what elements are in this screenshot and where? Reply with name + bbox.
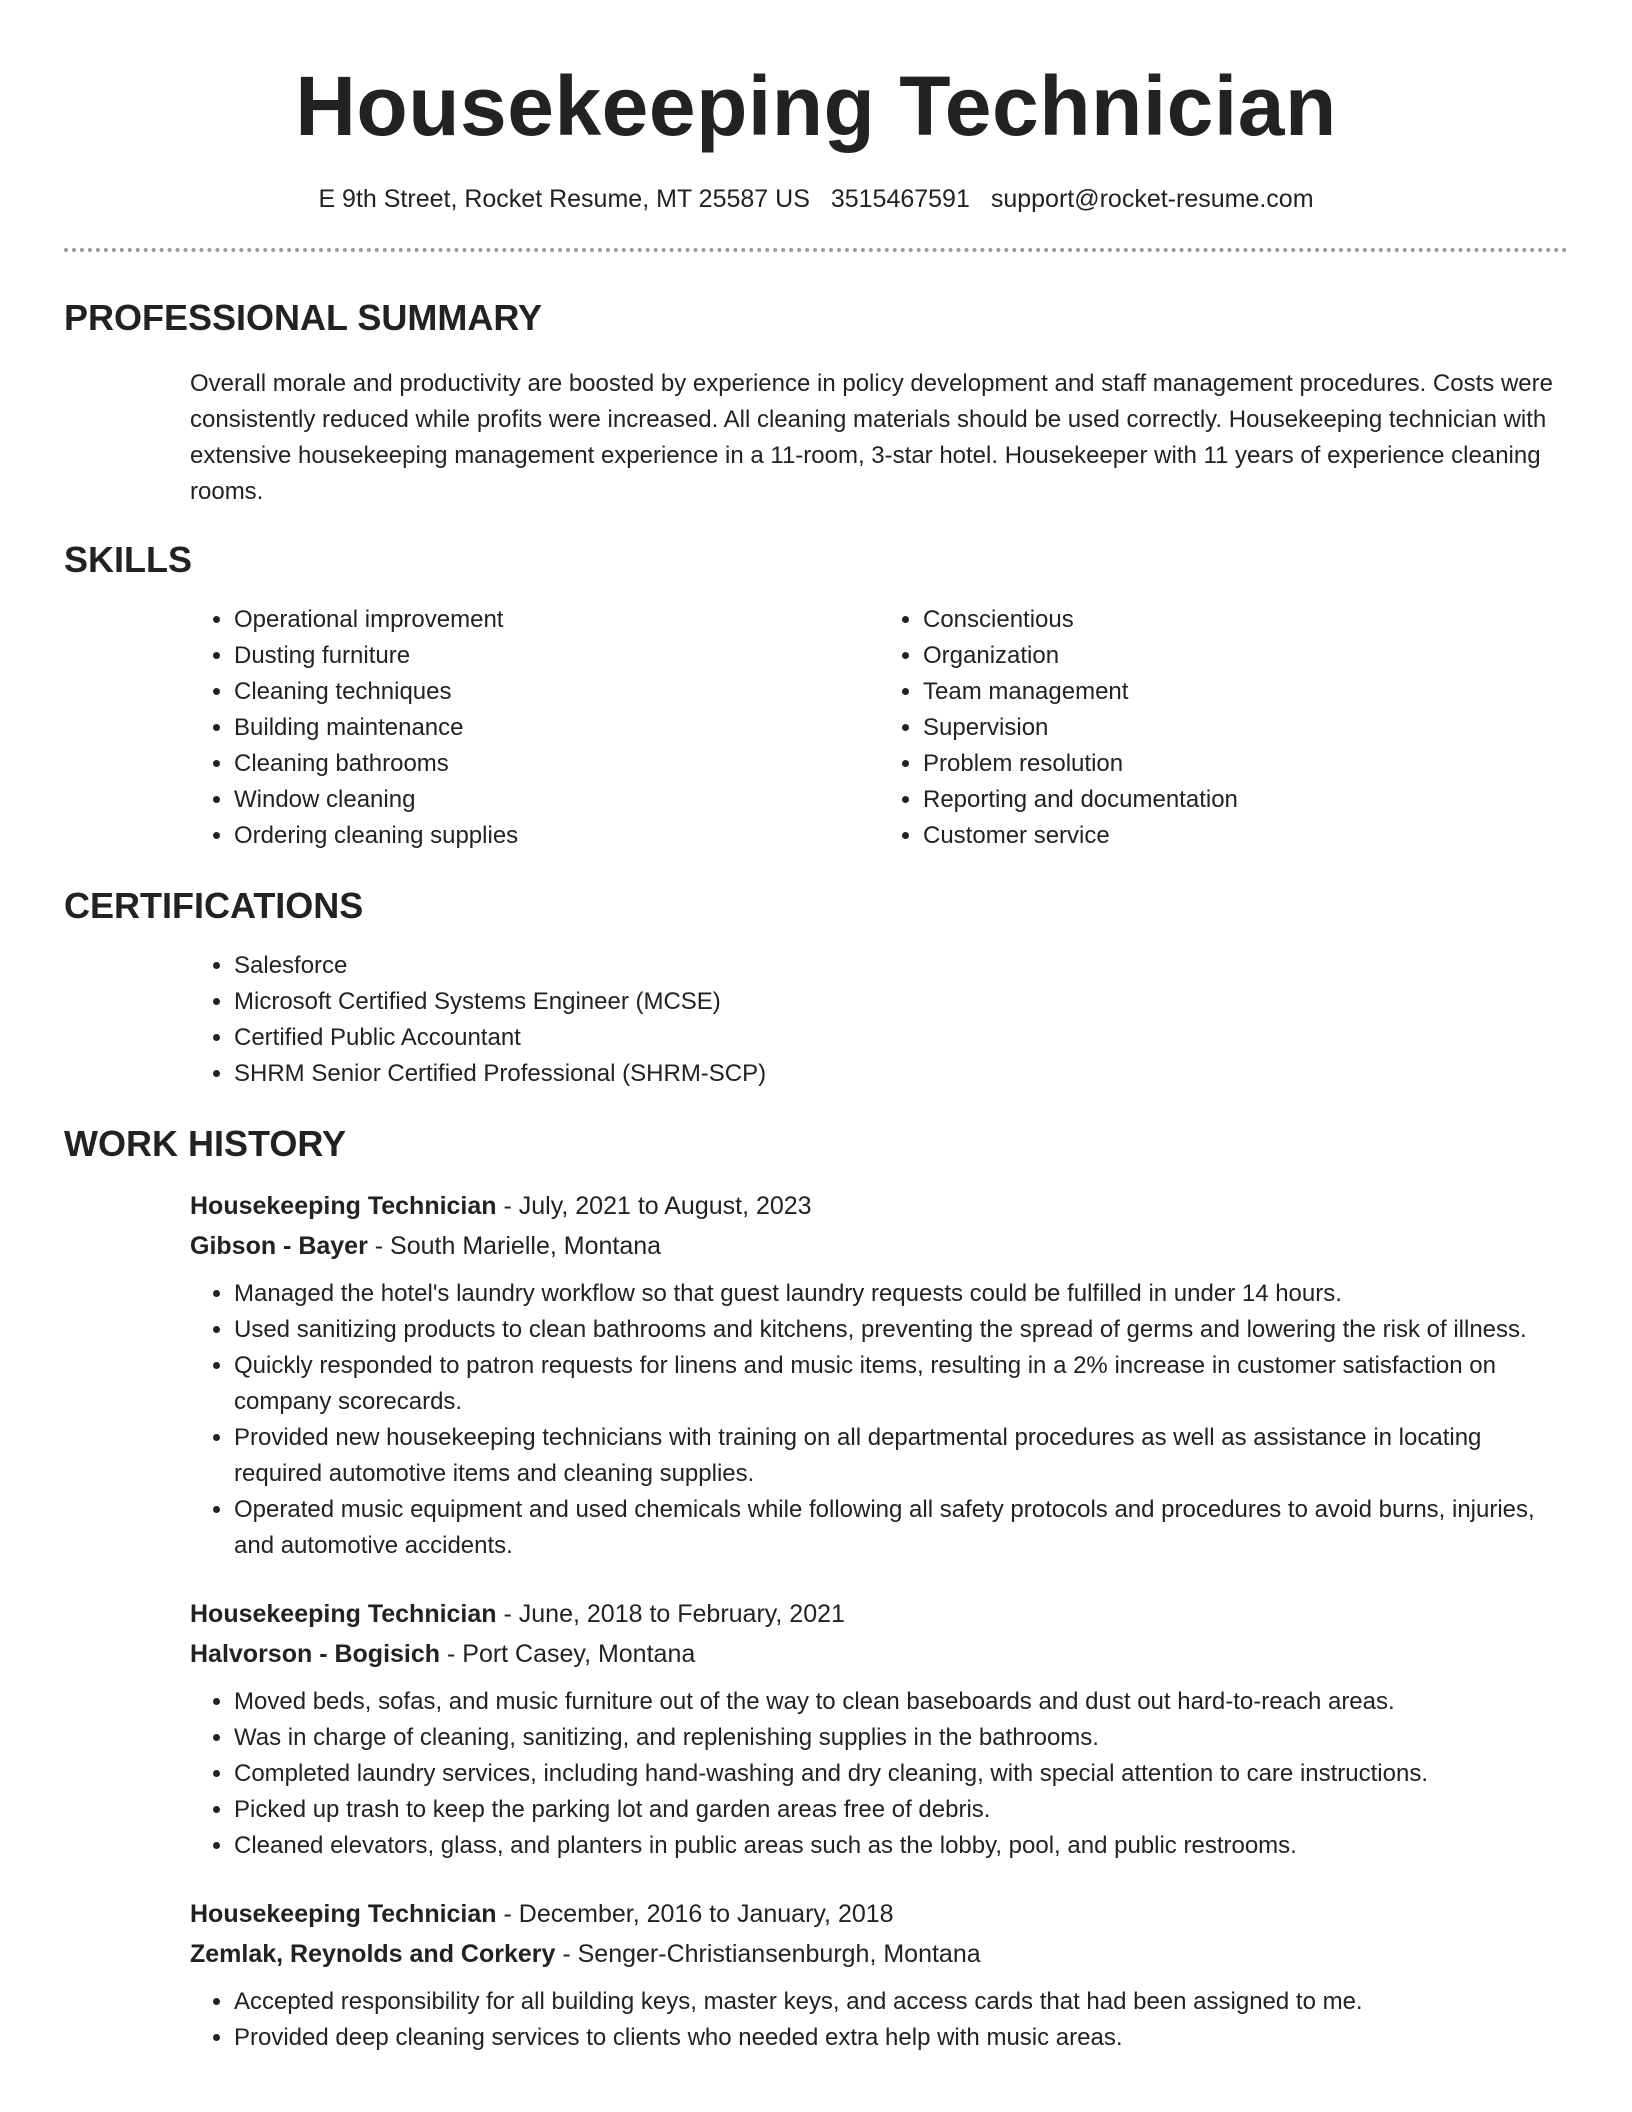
skill-item: • Reporting and documentation bbox=[923, 782, 1568, 818]
job-title-line bbox=[190, 1186, 1568, 1226]
job-bullet: • Provided new housekeeping technicians with training on all departmental procedures as well as assistance in locating required automotive items and cleaning supplies. bbox=[234, 1420, 1568, 1492]
contact-address: E 9th Street, Rocket Resume, MT 25587 US bbox=[318, 185, 810, 213]
job-company: Halvorson - Bogisich bbox=[190, 1640, 441, 1668]
job-bullet: • Quickly responded to patron requests for linens and music items, resulting in a 2% increase in customer satisfaction on company scorecards. bbox=[234, 1348, 1568, 1420]
job-bullet: • Used sanitizing products to clean bathrooms and kitchens, preventing the spread of germs and lowering the risk of illness. bbox=[234, 1312, 1568, 1348]
job-bullet: • Provided deep cleaning services to clients who needed extra help with music areas. bbox=[234, 2020, 1568, 2056]
job-title-line bbox=[190, 1894, 1568, 1934]
skill-item: • Ordering cleaning supplies bbox=[234, 818, 879, 854]
job-bullets bbox=[190, 1984, 1568, 2056]
job-company-line bbox=[190, 1634, 1568, 1674]
certifications-list bbox=[190, 948, 1568, 1092]
job-bullet: • Managed the hotel's laundry workflow so that guest laundry requests could be fulfilled in under 14 hours. bbox=[234, 1276, 1568, 1312]
job-bullet: • Moved beds, sofas, and music furniture out of the way to clean baseboards and dust out hard-to-reach areas. bbox=[234, 1684, 1568, 1720]
skill-item: • Operational improvement bbox=[234, 602, 879, 638]
job-role: Housekeeping Technician bbox=[190, 1900, 497, 1928]
resume-name: Housekeeping Technician bbox=[295, 59, 1337, 153]
job-bullet: • Operated music equipment and used chemicals while following all safety protocols and procedures to avoid burns, injuries, and automotive accidents. bbox=[234, 1492, 1568, 1564]
skill-item: • Conscientious bbox=[923, 602, 1568, 638]
skill-item: • Problem resolution bbox=[923, 746, 1568, 782]
job-dates: - June, 2018 to February, 2021 bbox=[496, 1600, 845, 1628]
contact-email: support@rocket-resume.com bbox=[990, 185, 1314, 213]
job-role: Housekeeping Technician bbox=[190, 1192, 497, 1220]
certification-item: • Certified Public Accountant bbox=[234, 1020, 1568, 1056]
work-history-heading: WORK HISTORY bbox=[64, 1123, 347, 1164]
skill-item: • Building maintenance bbox=[234, 710, 879, 746]
skills-column-left bbox=[190, 602, 879, 854]
job-bullets bbox=[190, 1276, 1568, 1564]
job-bullet: • Was in charge of cleaning, sanitizing, and replenishing supplies in the bathrooms. bbox=[234, 1720, 1568, 1756]
job-location: - Port Casey, Montana bbox=[440, 1640, 696, 1668]
skill-item: • Cleaning techniques bbox=[234, 674, 879, 710]
job-company-line bbox=[190, 1226, 1568, 1266]
skill-item: • Customer service bbox=[923, 818, 1568, 854]
job-entry bbox=[190, 1894, 1568, 2056]
job-company-line bbox=[190, 1934, 1568, 1974]
contact-phone: 3515467591 bbox=[830, 185, 970, 213]
job-bullet: • Cleaned elevators, glass, and planters in public areas such as the lobby, pool, and public restrooms. bbox=[234, 1828, 1568, 1864]
job-entry bbox=[190, 1186, 1568, 1564]
job-entry bbox=[190, 1594, 1568, 1864]
skill-item: • Organization bbox=[923, 638, 1568, 674]
summary-text: Overall morale and productivity are boosted by experience in policy development and staff management procedures. Costs were consistently reduced while profits were increased. All cleaning materials should be used correctly. Housekeeping technician with extensive housekeeping management experience in a 11-room, 3-star hotel. Housekeeper with 11 years of experience cleaning rooms. bbox=[190, 370, 1553, 505]
job-bullet: • Accepted responsibility for all building keys, master keys, and access cards that had been assigned to me. bbox=[234, 1984, 1568, 2020]
skill-item: • Window cleaning bbox=[234, 782, 879, 818]
skill-item: • Cleaning bathrooms bbox=[234, 746, 879, 782]
contact-line bbox=[64, 182, 1568, 216]
certification-item: • SHRM Senior Certified Professional (SHRM-SCP) bbox=[234, 1056, 1568, 1092]
certifications-heading: CERTIFICATIONS bbox=[64, 885, 364, 926]
skill-item: • Dusting furniture bbox=[234, 638, 879, 674]
job-company: Gibson - Bayer bbox=[190, 1232, 368, 1260]
job-location: - South Marielle, Montana bbox=[367, 1232, 662, 1260]
summary-heading: PROFESSIONAL SUMMARY bbox=[64, 297, 543, 338]
job-company: Zemlak, Reynolds and Corkery bbox=[190, 1940, 556, 1968]
job-bullets bbox=[190, 1684, 1568, 1864]
job-bullet: • Completed laundry services, including hand-washing and dry cleaning, with special attention to care instructions. bbox=[234, 1756, 1568, 1792]
job-role: Housekeeping Technician bbox=[190, 1600, 497, 1628]
job-title-line bbox=[190, 1594, 1568, 1634]
job-location: - Senger-Christiansenburgh, Montana bbox=[555, 1940, 981, 1968]
skills-heading: SKILLS bbox=[64, 539, 193, 580]
skills-list bbox=[190, 602, 1568, 854]
certification-item: • Salesforce bbox=[234, 948, 1568, 984]
job-bullet: • Picked up trash to keep the parking lot and garden areas free of debris. bbox=[234, 1792, 1568, 1828]
job-dates: - July, 2021 to August, 2023 bbox=[496, 1192, 812, 1220]
skill-item: • Team management bbox=[923, 674, 1568, 710]
job-dates: - December, 2016 to January, 2018 bbox=[496, 1900, 894, 1928]
resume-page bbox=[64, 0, 1568, 2056]
certification-item: • Microsoft Certified Systems Engineer (MCSE) bbox=[234, 984, 1568, 1020]
skill-item: • Supervision bbox=[923, 710, 1568, 746]
skills-column-right bbox=[879, 602, 1568, 854]
header-divider bbox=[64, 248, 1568, 252]
